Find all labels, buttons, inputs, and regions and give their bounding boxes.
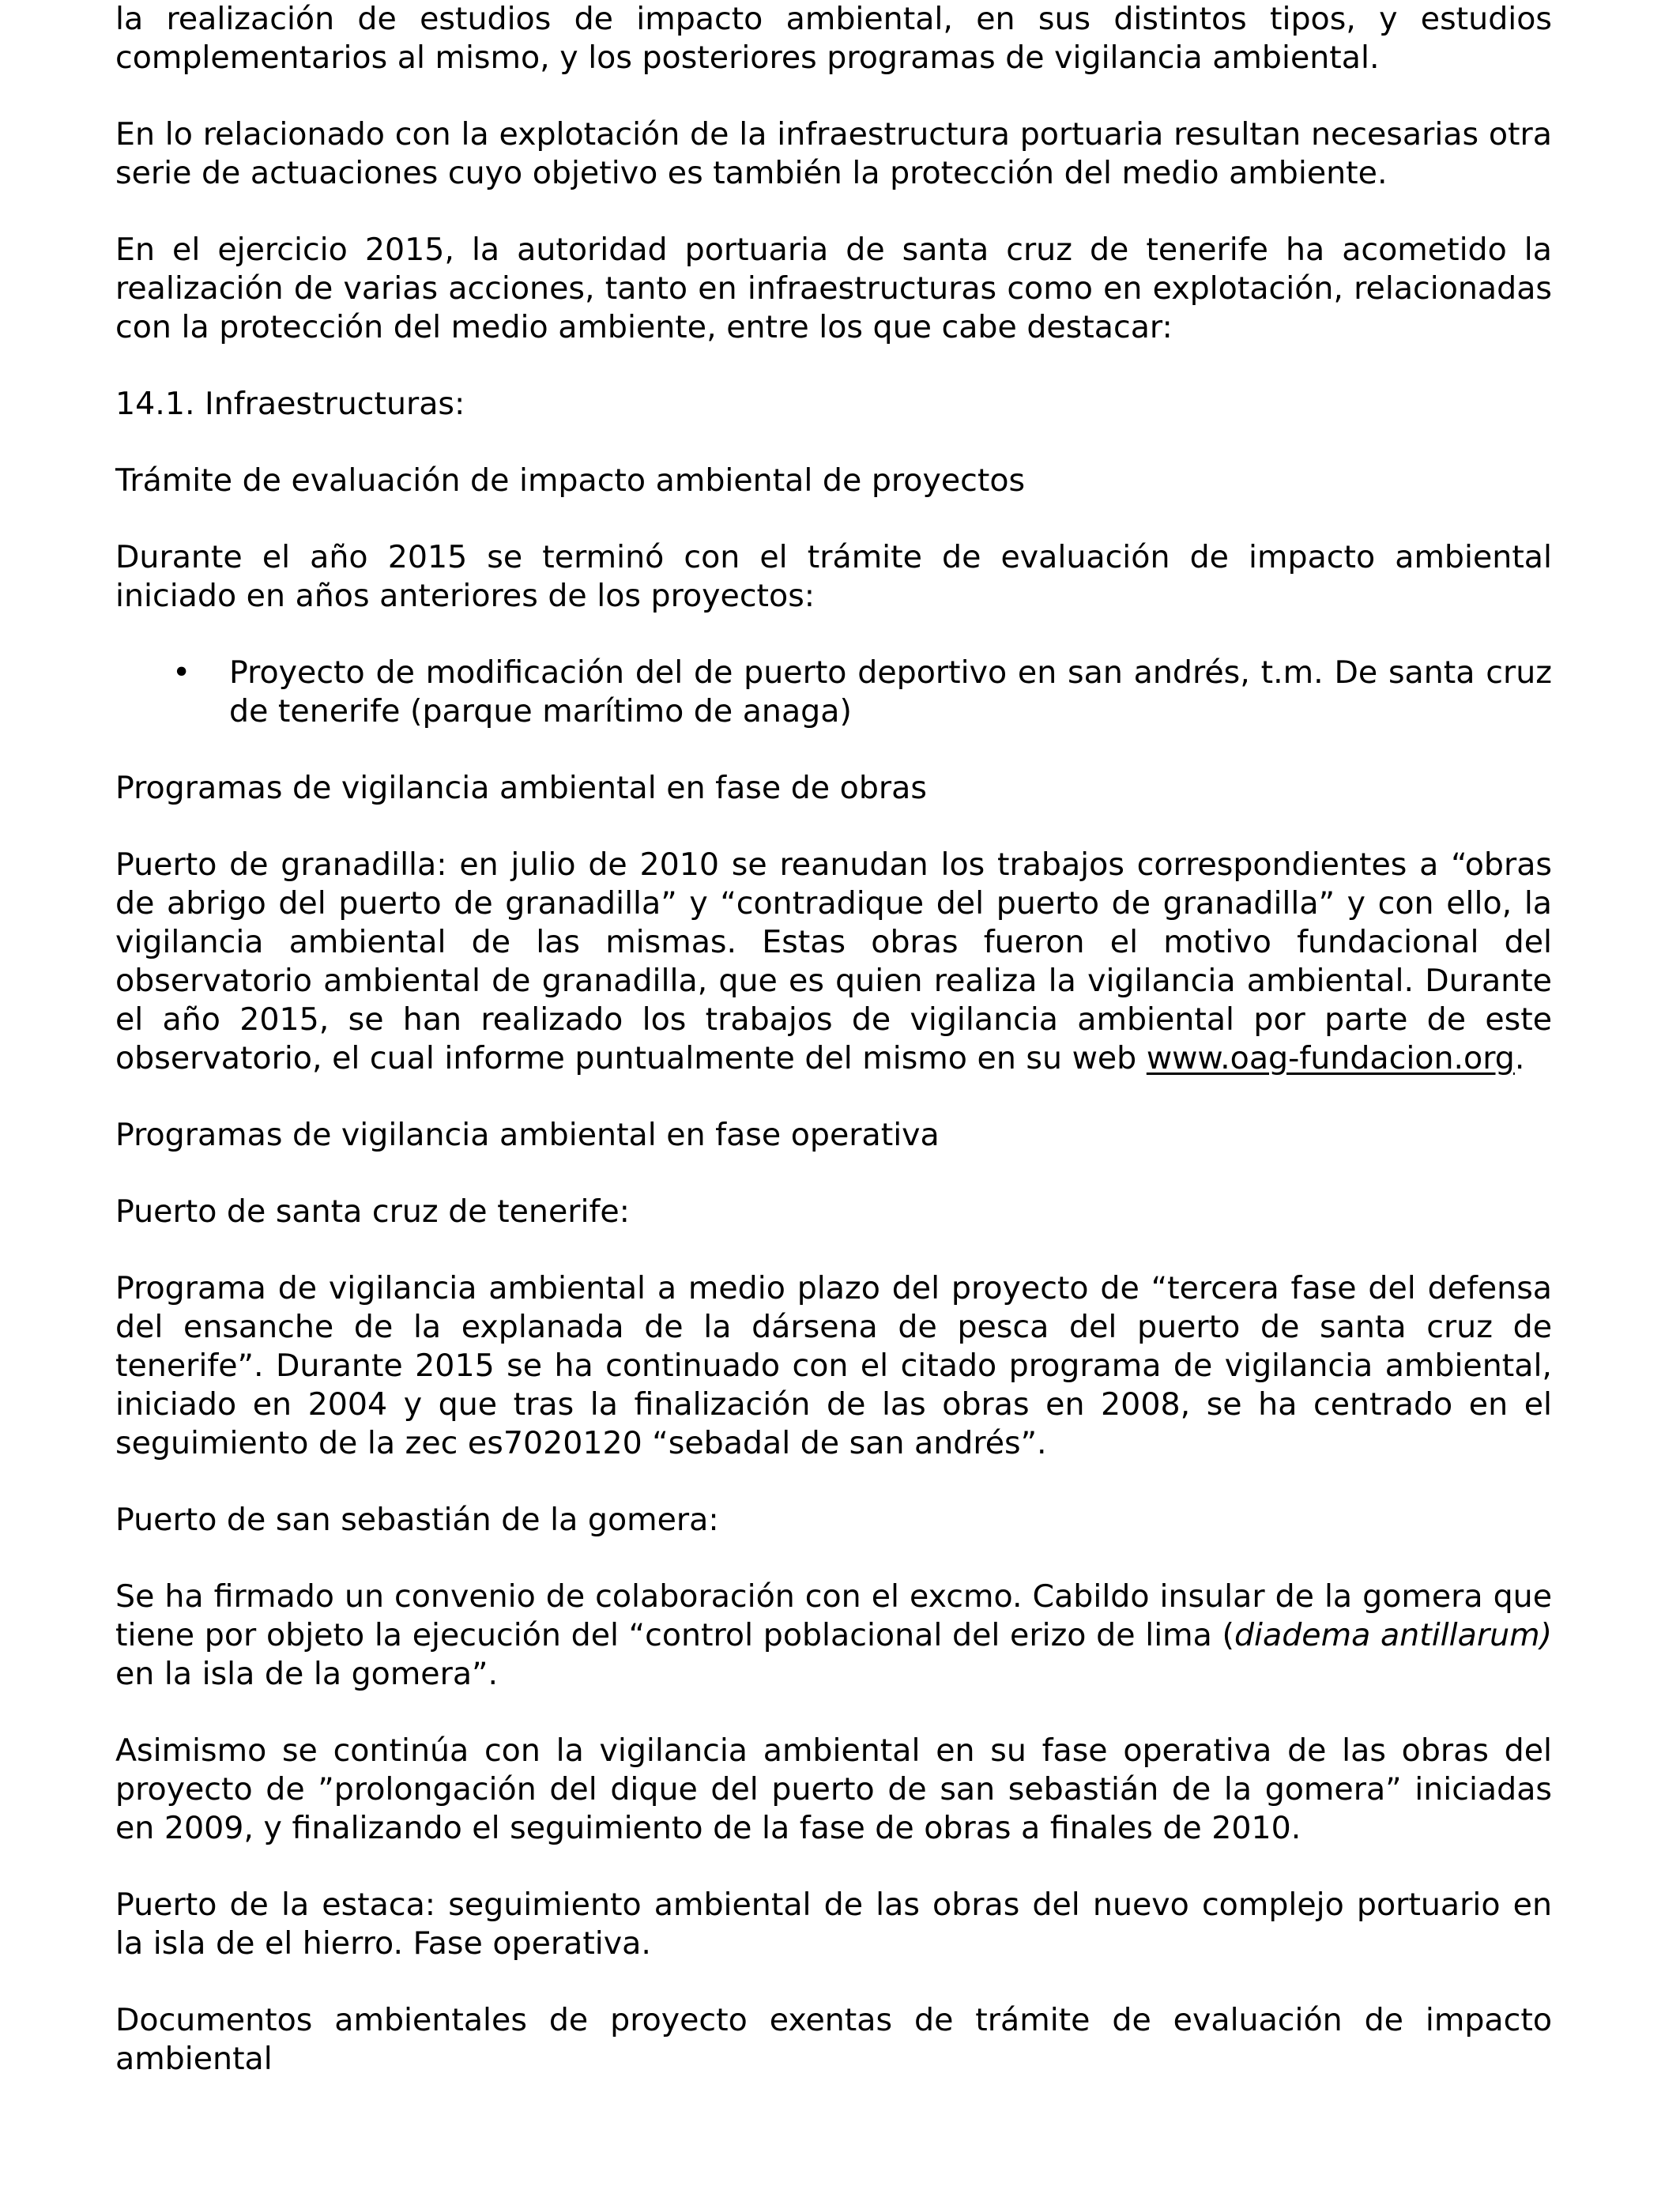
paragraph-convenio-gomera [115, 1578, 1552, 1694]
convenio-text-end: en la isla de la gomera”. [115, 1656, 499, 1692]
granadilla-text-end: . [1514, 1040, 1525, 1076]
project-list [115, 654, 1552, 731]
paragraph-intro-continuation: la realización de estudios de impacto ambiental, en sus distintos tipos, y estudios complementarios al mismo, y los posteriores programas de vigilancia ambiental. [115, 1, 1552, 76]
paragraph-tramite-terminado: Durante el año 2015 se terminó con el trámite de evaluación de impacto ambiental iniciado en años anteriores de los proyectos: [115, 539, 1552, 614]
document-body [115, 0, 1552, 2117]
paragraph-explotacion: En lo relacionado con la explotación de la infraestructura portuaria resultan necesarias otra serie de actuaciones cuyo objetivo es también la protección del medio ambiente. [115, 116, 1552, 191]
list-item-text: Proyecto de modificación del de puerto deportivo en san andrés, t.m. De santa cruz de tenerife (parque marítimo de anaga) [229, 654, 1552, 729]
subheading-tramite-evaluacion: Trámite de evaluación de impacto ambiental de proyectos [115, 462, 1026, 499]
species-name: diadema antillarum) [1234, 1617, 1552, 1653]
oag-fundacion-link[interactable]: www.oag-fundacion.org [1146, 1040, 1515, 1076]
paragraph-programa-santa-cruz: Programa de vigilancia ambiental a medio plazo del proyecto de “tercera fase del defensa del ensanche de la explanada de la dársena de pesca del puerto de santa cruz de tenerife”. Durante 2015 se ha continuado con el citado programa de vigilancia ambiental, iniciado en 2004 y que tras la finalización de las obras en 2008, se ha centrado en el seguimiento de la zec es7020120 “sebadal de san andrés”. [115, 1270, 1552, 1461]
list-item [115, 654, 1552, 731]
paragraph-documentos-ambientales: Documentos ambientales de proyecto exentas de trámite de evaluación de impacto ambiental [115, 2002, 1552, 2077]
granadilla-text: Puerto de granadilla: en julio de 2010 se reanudan los trabajos correspondientes a “obras de abrigo del puerto de granadilla” y “contradique del puerto de granadilla” y con ello, la vigilancia ambiental de las mismas. Estas obras fueron el motivo fundacional del observatorio ambiental de granadilla, que es quien realiza la vigilancia ambiental. Durante el año 2015, se han realizado los trabajos de vigilancia ambiental por parte de este observatorio, el cual informe puntualmente del mismo en su web [115, 846, 1552, 1076]
subheading-vigilancia-operativa: Programas de vigilancia ambiental en fase operativa [115, 1117, 940, 1153]
section-heading-infraestructuras: 14.1. Infraestructuras: [115, 386, 465, 422]
bullet-icon: • [172, 654, 191, 691]
paragraph-puerto-granadilla [115, 846, 1552, 1078]
paragraph-prolongacion-dique: Asimismo se continúa con la vigilancia ambiental en su fase operativa de las obras del proyecto de ”prolongación del dique del puerto de san sebastián de la gomera” iniciadas en 2009, y finalizando el seguimiento de la fase de obras a finales de 2010. [115, 1732, 1552, 1846]
subheading-vigilancia-obras: Programas de vigilancia ambiental en fase de obras [115, 770, 927, 806]
heading-puerto-santa-cruz: Puerto de santa cruz de tenerife: [115, 1193, 630, 1230]
paragraph-ejercicio-2015: En el ejercicio 2015, la autoridad portuaria de santa cruz de tenerife ha acometido la realización de varias acciones, tanto en infraestructuras como en explotación, relacionadas con la protección del medio ambiente, entre los que cabe destacar: [115, 232, 1552, 345]
paragraph-puerto-estaca: Puerto de la estaca: seguimiento ambiental de las obras del nuevo complejo portuario en la isla de el hierro. Fase operativa. [115, 1887, 1552, 1962]
convenio-text: Se ha firmado un convenio de colaboración con el excmo. Cabildo insular de la gomera que tiene por objeto la ejecución del “control poblacional del erizo de lima ( [115, 1578, 1552, 1653]
heading-puerto-san-sebastian: Puerto de san sebastián de la gomera: [115, 1502, 719, 1538]
